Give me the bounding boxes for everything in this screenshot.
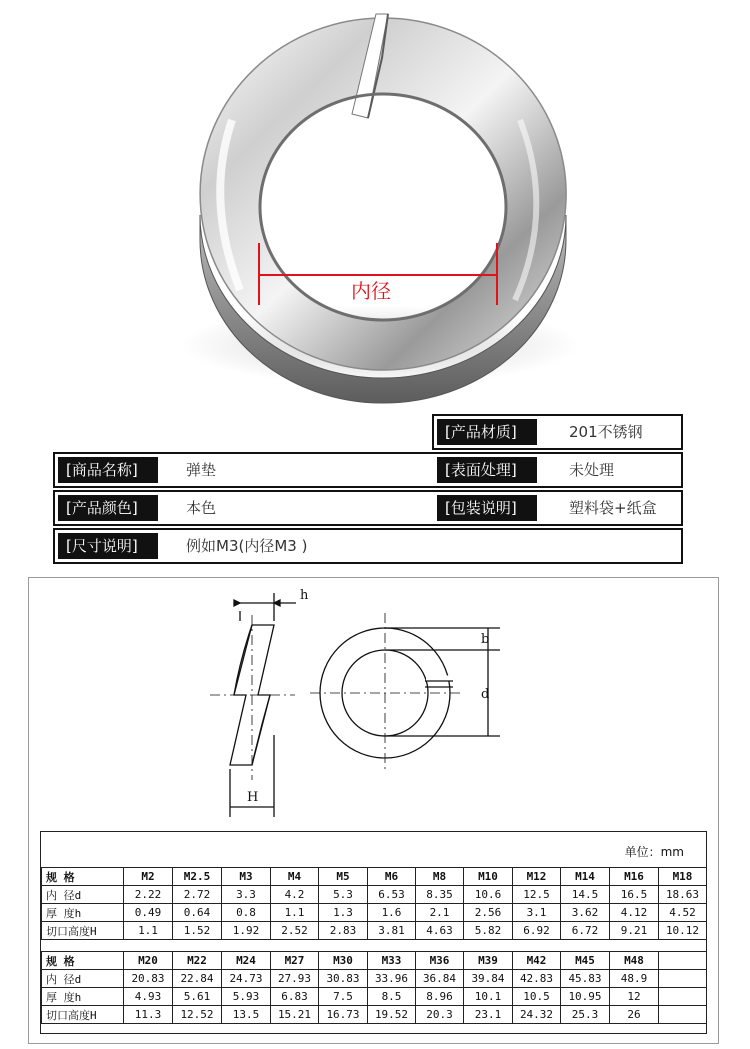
product-photo <box>0 0 750 405</box>
cut-height-row <box>42 922 707 940</box>
table-cell: 1.1 <box>124 922 173 940</box>
table-cell: 2.52 <box>271 922 319 940</box>
spec-value-package: 塑料袋+纸盒 <box>569 499 657 517</box>
table-cell: M22 <box>173 952 222 970</box>
table-cell: 16.73 <box>319 1006 368 1024</box>
table-cell: 2.1 <box>416 904 464 922</box>
table-cell: 13.5 <box>222 1006 271 1024</box>
table-cell: 1.1 <box>271 904 319 922</box>
table-cell: 15.21 <box>271 1006 319 1024</box>
table-cell: 1.52 <box>173 922 222 940</box>
spec-label-surface: [表面处理] <box>437 457 537 483</box>
table-cell: 33.96 <box>368 970 416 988</box>
table-cell: 12.52 <box>173 1006 222 1024</box>
table-cell: 4.12 <box>610 904 659 922</box>
table-cell: 4.2 <box>271 886 319 904</box>
table-cell: 11.3 <box>124 1006 173 1024</box>
table-cell: 39.84 <box>464 970 513 988</box>
washer-side-view <box>210 593 296 817</box>
row-header: 切口高度H <box>42 1006 124 1024</box>
table-cell <box>659 988 707 1006</box>
washer-top-view <box>310 613 500 773</box>
table-cell: 18.63 <box>659 886 707 904</box>
thickness-row <box>42 988 707 1006</box>
table-cell: 6.83 <box>271 988 319 1006</box>
spec-row-name-surface <box>53 452 683 488</box>
table-cell: 16.5 <box>610 886 659 904</box>
table-cell: 1.92 <box>222 922 271 940</box>
table-cell: M33 <box>368 952 416 970</box>
table-cell: 6.72 <box>561 922 610 940</box>
spec-value-size: 例如M3(内径M3 ) <box>186 537 308 555</box>
table-cell: 42.83 <box>513 970 561 988</box>
table-cell: 3.62 <box>561 904 610 922</box>
table-cell: 4.93 <box>124 988 173 1006</box>
spec-value-name: 弹垫 <box>186 461 217 479</box>
table-cell: 10.12 <box>659 922 707 940</box>
row-header: 规 格 <box>42 868 124 886</box>
table-cell: 23.1 <box>464 1006 513 1024</box>
table-cell: 12.5 <box>513 886 561 904</box>
table-cell: 10.6 <box>464 886 513 904</box>
table-cell: 8.96 <box>416 988 464 1006</box>
table-cell: M12 <box>513 868 561 886</box>
spec-label-name: [商品名称] <box>58 457 158 483</box>
table-cell: 30.83 <box>319 970 368 988</box>
table-cell: 27.93 <box>271 970 319 988</box>
table-cell: M2 <box>124 868 173 886</box>
spec-row <box>42 868 707 886</box>
dim-label-b: b <box>481 632 490 647</box>
table-cell: 9.21 <box>610 922 659 940</box>
table-cell: 4.52 <box>659 904 707 922</box>
inner-diameter-row <box>42 970 707 988</box>
table-cell: 3.1 <box>513 904 561 922</box>
table-cell: M30 <box>319 952 368 970</box>
table-cell: 5.82 <box>464 922 513 940</box>
table-cell: 14.5 <box>561 886 610 904</box>
row-header: 厚 度h <box>42 904 124 922</box>
table-cell: 8.5 <box>368 988 416 1006</box>
unit-label: 单位：mm <box>624 845 684 859</box>
spec-row-size <box>53 528 683 564</box>
table-cell: M8 <box>416 868 464 886</box>
table-cell: M48 <box>610 952 659 970</box>
dimension-table-part-1 <box>41 867 707 940</box>
table-cell: 3.81 <box>368 922 416 940</box>
table-cell: M14 <box>561 868 610 886</box>
table-cell: M10 <box>464 868 513 886</box>
table-cell: 5.3 <box>319 886 368 904</box>
table-cell: 24.73 <box>222 970 271 988</box>
spec-value-surface: 未处理 <box>569 461 615 479</box>
table-cell: 6.92 <box>513 922 561 940</box>
table-cell: 24.32 <box>513 1006 561 1024</box>
table-cell: 20.3 <box>416 1006 464 1024</box>
table-cell: 22.84 <box>173 970 222 988</box>
table-cell: M2.5 <box>173 868 222 886</box>
table-cell: 4.63 <box>416 922 464 940</box>
table-cell: 10.95 <box>561 988 610 1006</box>
table-cell <box>659 970 707 988</box>
spec-value-color: 本色 <box>186 499 217 517</box>
table-cell: 2.22 <box>124 886 173 904</box>
table-cell: 25.3 <box>561 1006 610 1024</box>
table-cell: M3 <box>222 868 271 886</box>
table-cell: 7.5 <box>319 988 368 1006</box>
table-cell: 5.93 <box>222 988 271 1006</box>
table-cell: M5 <box>319 868 368 886</box>
spec-label-size: [尺寸说明] <box>58 533 158 559</box>
table-cell: 2.56 <box>464 904 513 922</box>
row-header: 规 格 <box>42 952 124 970</box>
table-cell: 6.53 <box>368 886 416 904</box>
table-cell: 0.49 <box>124 904 173 922</box>
table-cell: 26 <box>610 1006 659 1024</box>
technical-drawing <box>200 585 520 825</box>
table-cell: 2.72 <box>173 886 222 904</box>
dimension-table-part-2 <box>41 951 707 1024</box>
row-header: 内 径d <box>42 970 124 988</box>
dim-label-h: h <box>300 588 309 603</box>
table-cell: M45 <box>561 952 610 970</box>
table-cell: 20.83 <box>124 970 173 988</box>
table-cell: 10.1 <box>464 988 513 1006</box>
table-cell: 2.83 <box>319 922 368 940</box>
table-cell: 1.3 <box>319 904 368 922</box>
row-header: 切口高度H <box>42 922 124 940</box>
table-cell <box>659 1006 707 1024</box>
spec-row <box>42 952 707 970</box>
spec-value-material: 201不锈钢 <box>569 423 643 441</box>
table-cell: 48.9 <box>610 970 659 988</box>
row-header: 内 径d <box>42 886 124 904</box>
table-cell: M16 <box>610 868 659 886</box>
dim-label-H: H <box>247 790 259 805</box>
spec-row-material <box>432 414 683 450</box>
table-cell: 45.83 <box>561 970 610 988</box>
table-cell: M24 <box>222 952 271 970</box>
table-cell: M42 <box>513 952 561 970</box>
row-header: 厚 度h <box>42 988 124 1006</box>
table-cell: 10.5 <box>513 988 561 1006</box>
table-cell: 0.8 <box>222 904 271 922</box>
table-cell: M4 <box>271 868 319 886</box>
table-cell: 5.61 <box>173 988 222 1006</box>
table-cell: M39 <box>464 952 513 970</box>
table-cell: M6 <box>368 868 416 886</box>
spec-label-material: [产品材质] <box>437 419 537 445</box>
table-cell: M36 <box>416 952 464 970</box>
table-cell: M27 <box>271 952 319 970</box>
table-cell: 8.35 <box>416 886 464 904</box>
spec-label-color: [产品颜色] <box>58 495 158 521</box>
thickness-row <box>42 904 707 922</box>
table-cell <box>659 952 707 970</box>
dimension-table <box>40 831 707 1034</box>
table-cell: 1.6 <box>368 904 416 922</box>
table-cell: M18 <box>659 868 707 886</box>
dim-label-d: d <box>481 687 490 702</box>
inner-diameter-label: 内径 <box>351 279 391 303</box>
table-cell: 36.84 <box>416 970 464 988</box>
table-cell: 12 <box>610 988 659 1006</box>
table-cell: 3.3 <box>222 886 271 904</box>
spec-row-color-package <box>53 490 683 526</box>
inner-diameter-row <box>42 886 707 904</box>
spec-label-package: [包装说明] <box>437 495 537 521</box>
table-cell: 19.52 <box>368 1006 416 1024</box>
cut-height-row <box>42 1006 707 1024</box>
table-cell: 0.64 <box>173 904 222 922</box>
unit-row <box>41 832 706 868</box>
table-cell: M20 <box>124 952 173 970</box>
